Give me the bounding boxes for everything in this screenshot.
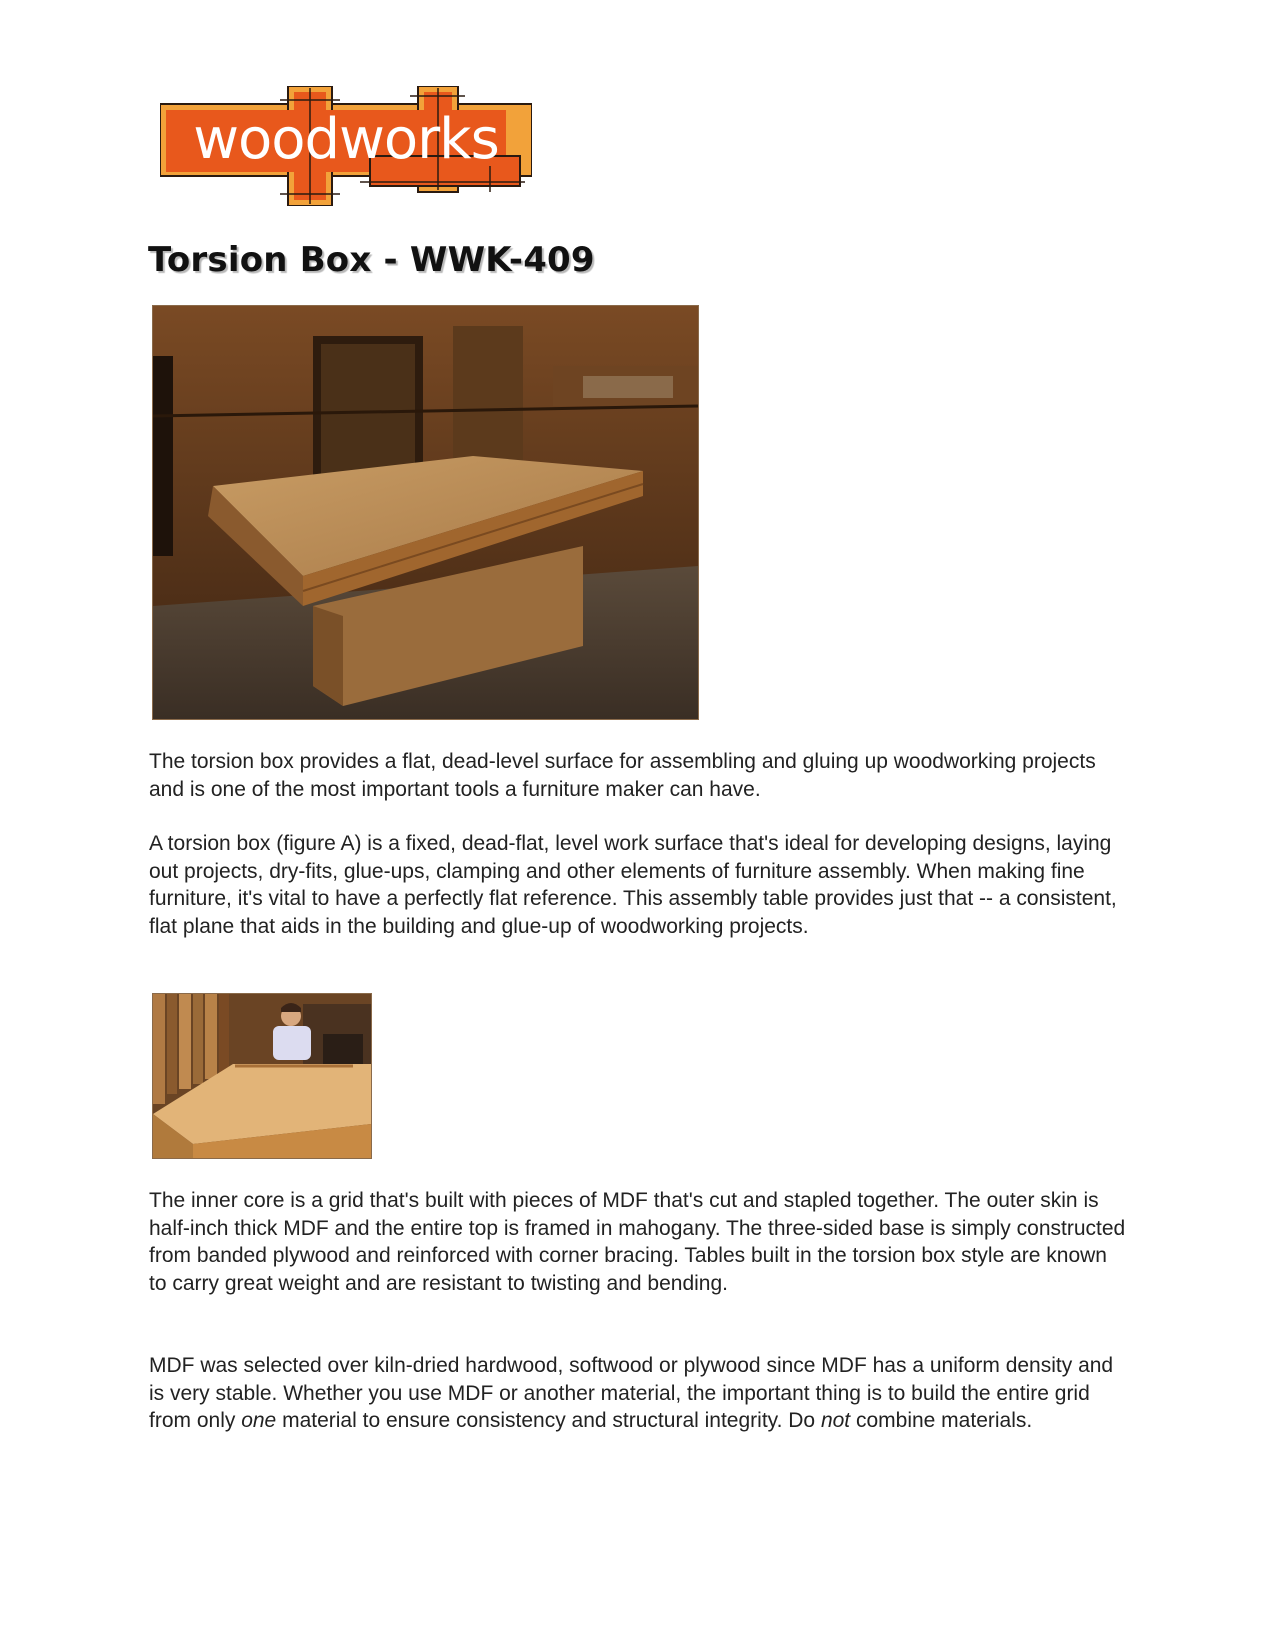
- torsion-box-photo-illustration: [153, 306, 698, 719]
- woodworks-logo: [160, 86, 532, 206]
- material-text-part-1: MDF was selected over kiln-dried hardwood, softwood or plywood since MDF has a uniform density and is very stable. Whether you use MDF or another material, the important thing is to build the entire grid from only: [149, 1354, 1114, 1432]
- page-title: Torsion Box - WWK-409: [148, 240, 595, 280]
- material-text-part-2: material to ensure consistency and structural integrity. Do: [276, 1409, 821, 1432]
- woodworker-photo-illustration: [153, 994, 371, 1158]
- torsion-box-photo: [152, 305, 699, 720]
- material-paragraph: [149, 1352, 1129, 1435]
- description-paragraph: A torsion box (figure A) is a fixed, dead-flat, level work surface that's ideal for developing designs, laying out projects, dry-fits, glue-ups, clamping and other elements of furniture assembly. When making fine furniture, it's vital to have a perfectly flat reference. This assembly table provides just that -- a consistent, flat plane that aids in the building and glue-up of woodworking projects.: [149, 832, 1117, 938]
- emphasis-one: one: [241, 1409, 277, 1432]
- intro-paragraph: The torsion box provides a flat, dead-level surface for assembling and gluing up woodworking projects and is one of the most important tools a furniture maker can have.: [149, 750, 1096, 801]
- logo-wordmark: woodworks: [193, 107, 499, 172]
- woodworker-photo: [152, 993, 372, 1159]
- construction-paragraph: The inner core is a grid that's built with pieces of MDF that's cut and stapled together. The outer skin is half-inch thick MDF and the entire top is framed in mahogany. The three-sided base is simply constructed from banded plywood and reinforced with corner bracing. Tables built in the torsion box style are known to carry great weight and are resistant to twisting and bending.: [149, 1189, 1126, 1295]
- material-text-part-3: combine materials.: [850, 1409, 1033, 1432]
- emphasis-not: not: [820, 1409, 851, 1432]
